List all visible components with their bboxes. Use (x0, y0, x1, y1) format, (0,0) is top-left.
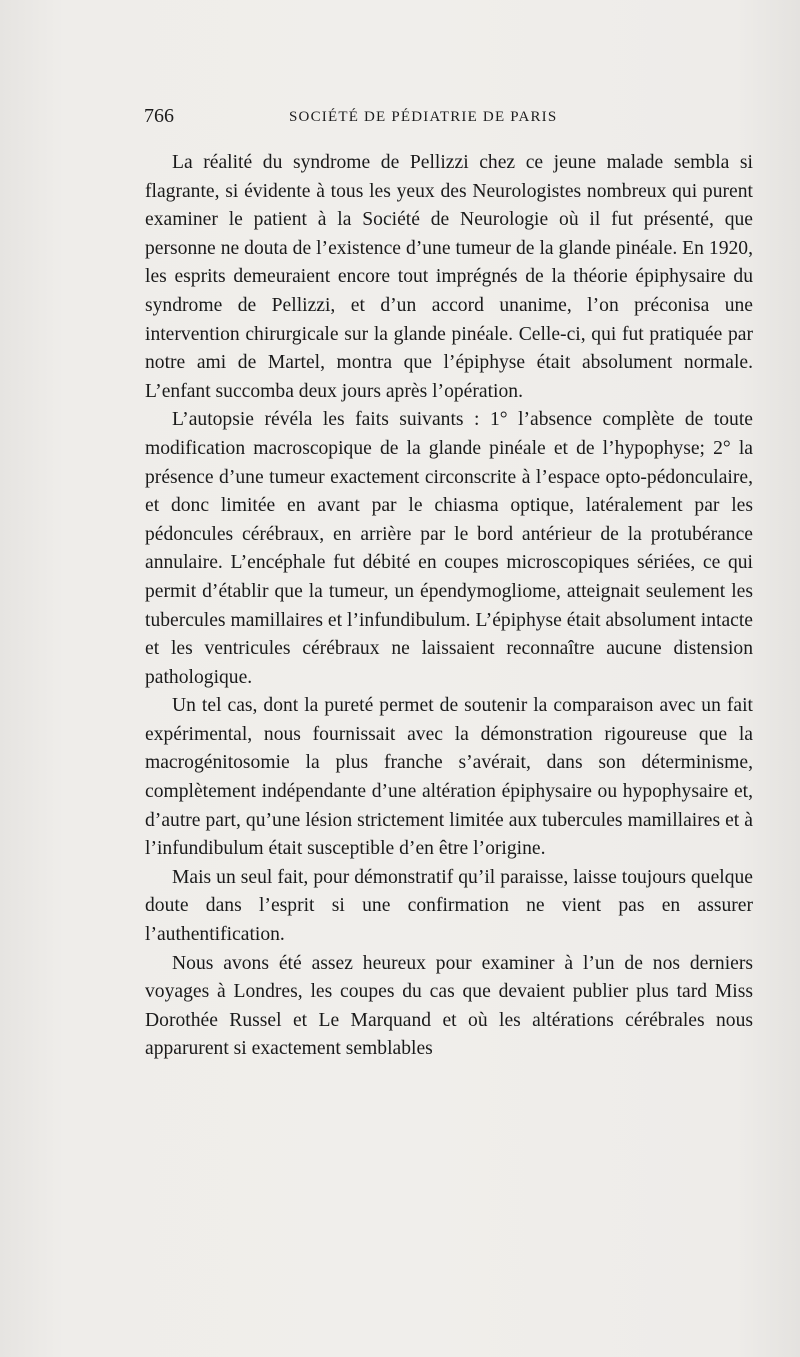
body-text (145, 149, 753, 1064)
page-number: 766 (144, 105, 174, 127)
journal-title: SOCIÉTÉ DE PÉDIATRIE DE PARIS (289, 109, 558, 125)
paragraph: Nous avons été assez heureux pour examiner à l’un de nos derniers voyages à Londres, les coupes du cas que devaient publier plus tard Miss Dorothée Russel et Le Marquand et où les altérations cérébrales nous apparurent si exactement semblables (145, 952, 753, 1060)
paragraph: Mais un seul fait, pour démonstratif qu’il paraisse, laisse toujours quelque doute dans l’esprit si une confirmation ne vient pas en assurer l’authentification. (145, 866, 753, 946)
paragraph: Un tel cas, dont la pureté permet de soutenir la comparaison avec un fait expérimental, nous fournissait avec la démonstration rigoureuse que la macrogénitosomie la plus franche s’avérait, dans son déterminisme, complètement indépendante d’une altération épiphysaire ou hypophysaire et, d’autre part, qu’une lésion strictement limitée aux tubercules mamillaires et à l’infundibulum était susceptible d’en être l’origine. (145, 695, 753, 860)
running-head (144, 104, 752, 128)
paragraph: L’autopsie révéla les faits suivants : 1° l’absence complète de toute modification macroscopique de la glande pinéale et de l’hypophyse; 2° la présence d’une tumeur exactement circonscrite à l’espace opto-pédonculaire, et donc limitée en avant par le chiasma optique, latéralement par les pédoncules cérébraux, en arrière par le bord antérieur de la protubérance annulaire. L’encéphale fut débité en coupes microscopiques sériées, ce qui permit d’établir que la tumeur, un épendymogliome, atteignait seulement les tubercules mamillaires et l’infundibulum. L’épiphyse était absolument intacte et les ventricules cérébraux ne laissaient reconnaître aucune distension pathologique. (145, 409, 753, 688)
paragraph: La réalité du syndrome de Pellizzi chez ce jeune malade sembla si flagrante, si évidente à tous les yeux des Neurologistes nombreux qui purent examiner le patient à la Société de Neurologie où il fut présenté, que personne ne douta de l’existence d’une tumeur de la glande pinéale. En 1920, les esprits demeuraient encore tout imprégnés de la théorie épiphysaire du syndrome de Pellizzi, et d’un accord unanime, l’on préconisa une intervention chirurgicale sur la glande pinéale. Celle-ci, qui fut pratiquée par notre ami de Martel, montra que l’épiphyse était absolument normale. L’enfant succomba deux jours après l’opération. (145, 152, 753, 402)
